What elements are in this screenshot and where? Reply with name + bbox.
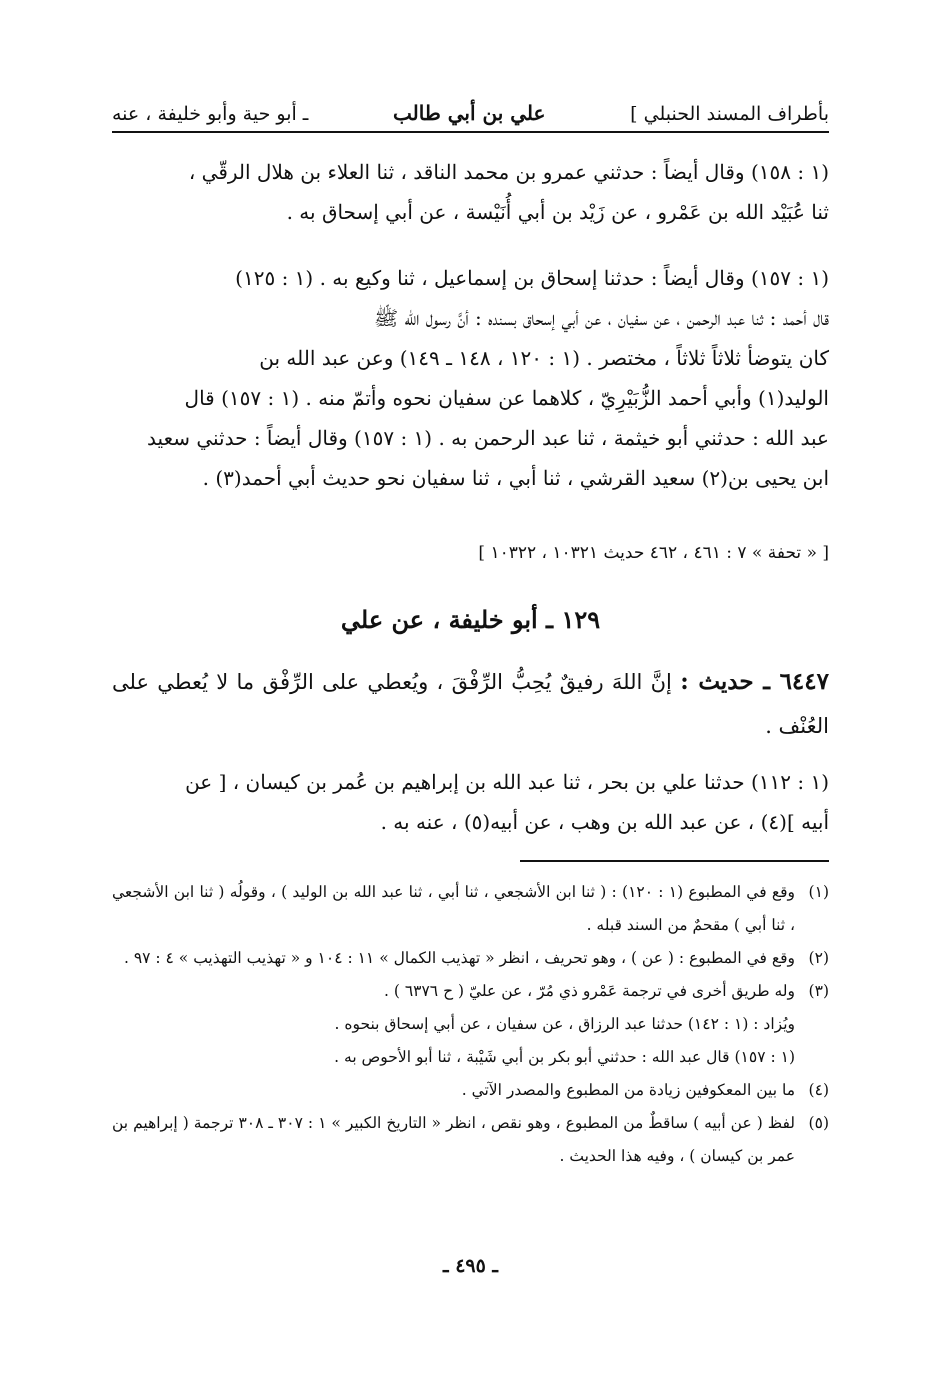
text-line: الوليد(١) وأبي أحمد الزُّبَيْرِيّ ، كلاهما عن سفيان نحوه وأتمّ منه . (١ : ١٥٧) قال bbox=[184, 386, 829, 410]
footnote bbox=[112, 876, 829, 942]
footnote-number: (٥) bbox=[808, 1114, 829, 1132]
footnote-continuation bbox=[112, 1008, 829, 1041]
header-chapter: علي بن أبي طالب bbox=[393, 101, 546, 125]
footnote-number: (٢) bbox=[808, 949, 829, 967]
footnote-text: ما بين المعكوفين زيادة من المطبوع والمصدر الآتي . bbox=[461, 1081, 795, 1099]
running-header bbox=[112, 95, 829, 133]
text-line: أبيه ](٤) ، عن عبد الله بن وهب ، عن أبيه(٥) ، عنه به . bbox=[380, 810, 829, 834]
paragraph-3 bbox=[112, 762, 829, 842]
footnote-continuation bbox=[112, 1041, 829, 1074]
footnote-number bbox=[795, 1008, 829, 1041]
footnote-number: (٤) bbox=[808, 1081, 829, 1099]
text-line: ثنا عُبَيْد الله بن عَمْرو ، عن زَيْد بن أبي أُنَيْسة ، عن أبي إسحاق به . bbox=[286, 200, 829, 224]
footnote-divider bbox=[520, 860, 829, 862]
footnote bbox=[112, 975, 829, 1008]
footnote-text: وقع في المطبوع : ( عن ) ، وهو تحريف ، انظر « تهذيب الكمال » ١١ : ١٠٤ و « تهذيب التهذيب » ٤ : ٩٧ . bbox=[123, 949, 795, 967]
footnote-number: (١) bbox=[808, 883, 829, 901]
paragraph-2 bbox=[112, 258, 829, 498]
text-line: (١ : ١٥٧) وقال أيضاً : حدثنا إسحاق بن إسماعيل ، ثنا وكيع به . (١ : ١٢٥) bbox=[235, 266, 829, 290]
text-line: عبد الله : حدثني أبو خيثمة ، ثنا عبد الرحمن به . (١ : ١٥٧) وقال أيضاً : حدثني سعيد bbox=[147, 426, 829, 450]
footnote-number: (٣) bbox=[808, 982, 829, 1000]
hadith-body: إنَّ اللهَ رفيقٌ يُحِبُّ الرِّفْقَ ، ويُعطي على الرِّفْق ما لا يُعطي على العُنْف . bbox=[112, 670, 829, 738]
text-line: قال أحمد : ثنا عبد الرحمن ، عن سفيان ، عن أبي إسحاق بسنده : أنَّ رسول الله ﷺ bbox=[373, 306, 829, 330]
footnote-text: لفظ ( عن أبيه ) ساقطٌ من المطبوع ، وهو نقص ، انظر « التاريخ الكبير » ١ : ٣٠٧ ـ ٣٠٨ ترجمة ( إبراهيم بن عمر بن كيسان ) ، وفيه هذا الحديث . bbox=[112, 1114, 796, 1165]
footnote-text: (١ : ١٥٧) قال عبد الله : حدثني أبو بكر بن أبي شَيْبة ، ثنا أبو الأحوص به . bbox=[334, 1048, 795, 1066]
text-line: (١ : ١١٢) حدثنا علي بن بحر ، ثنا عبد الله بن إبراهيم بن عُمر بن كيسان ، [ عن bbox=[185, 770, 829, 794]
footnotes bbox=[112, 876, 829, 1173]
footnote bbox=[112, 1107, 829, 1173]
footnote-text: ويُزاد : (١ : ١٤٢) حدثنا عبد الرزاق ، عن سفيان ، عن أبي إسحاق بنحوه . bbox=[334, 1015, 795, 1033]
header-subchapter: ـ أبو حية وأبو خليفة ، عنه bbox=[112, 103, 309, 125]
tuhfa-reference: [ « تحفة » ٧ : ٤٦١ ، ٤٦٢ حديث ١٠٣٢١ ، ١٠٣٢٢ ] bbox=[478, 543, 829, 563]
text-line: كان يتوضأ ثلاثاً ثلاثاً ، مختصر . (١ : ١٢٠ ، ١٤٨ ـ ١٤٩) وعن عبد الله بن bbox=[259, 346, 829, 370]
paragraph-1 bbox=[112, 152, 829, 232]
footnote-text: وقع في المطبوع (١ : ١٢٠) : ( ثنا ابن الأشجعي ، ثنا أبي ، ثنا عبد الله بن الوليد ) ، وقولُه ( ثنا ابن الأشجعي ، ثنا أبي ) مقحمٌ من السند قبله . bbox=[112, 883, 795, 934]
hadith-text bbox=[112, 660, 829, 748]
footnote-number bbox=[795, 1041, 829, 1074]
footnote bbox=[112, 1074, 829, 1107]
section-title: ١٢٩ ـ أبو خليفة ، عن علي bbox=[340, 605, 601, 634]
footnote-text: وله طريق أخرى في ترجمة عَمْرو ذي مُرّ ، عن عليّ ( ح ٦٣٧٦ ) . bbox=[384, 982, 795, 1000]
page-number: ـ ٤٩٥ ـ bbox=[443, 1255, 498, 1277]
hadith-number: ٦٤٤٧ ـ حديث : bbox=[680, 668, 829, 695]
header-book-title: بأطراف المسند الحنبلي ] bbox=[630, 103, 829, 125]
text-line: ابن يحيى بن(٢) سعيد القرشي ، ثنا أبي ، ثنا سفيان نحو حديث أبي أحمد(٣) . bbox=[202, 466, 829, 490]
footnote bbox=[112, 942, 829, 975]
text-line: (١ : ١٥٨) وقال أيضاً : حدثني عمرو بن محمد الناقد ، ثنا العلاء بن هلال الرقّي ، bbox=[188, 160, 829, 184]
